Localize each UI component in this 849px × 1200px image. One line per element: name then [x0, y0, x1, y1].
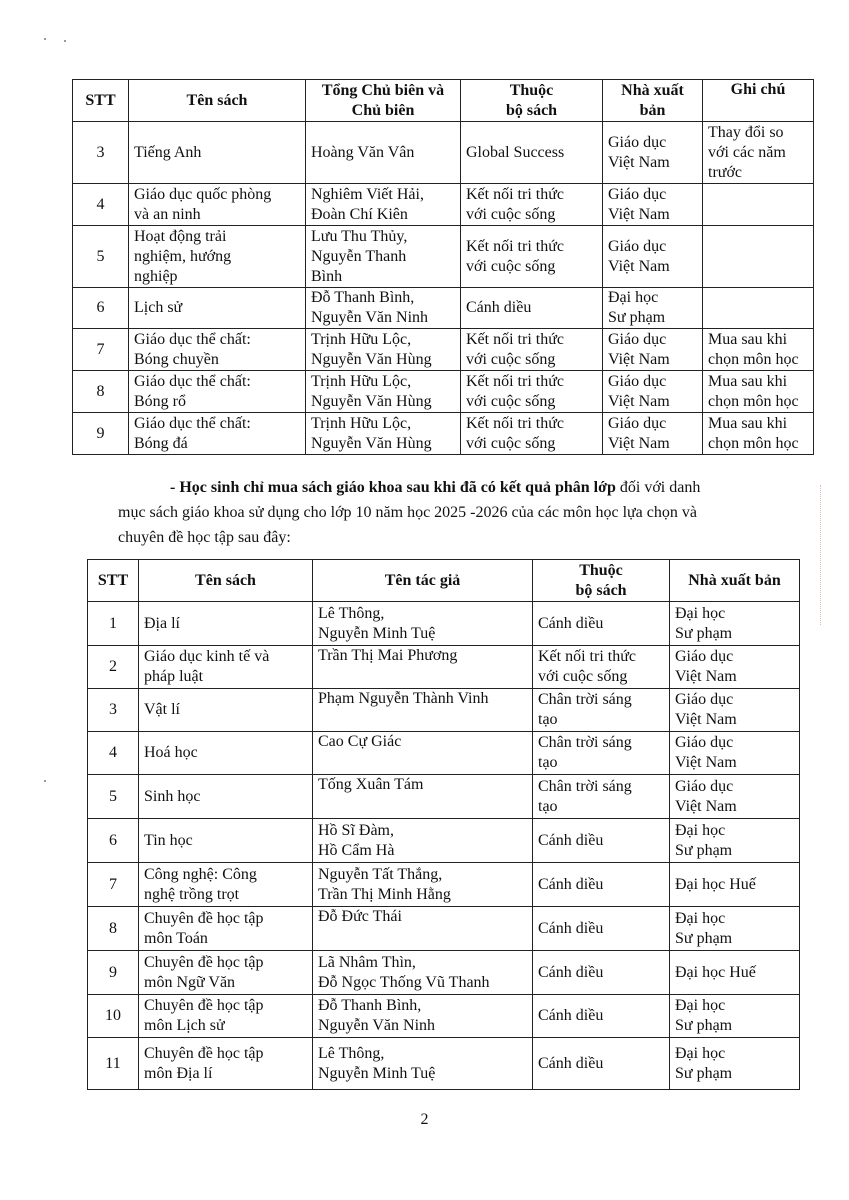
- publisher-cell: Giáo dục Việt Nam: [670, 775, 800, 819]
- table2-header-series: Thuộc bộ sách: [533, 560, 670, 602]
- table2-header-name: Tên sách: [139, 560, 313, 602]
- publisher-cell: Giáo dục Việt Nam: [603, 122, 703, 184]
- note-cell: Mua sau khi chọn môn học: [703, 371, 814, 413]
- publisher-cell: Đại học Huế: [670, 951, 800, 995]
- series-cell: Cánh diều: [533, 995, 670, 1038]
- book-name-cell: Hoạt động trải nghiệm, hướng nghiệp: [129, 226, 306, 288]
- stt-cell: 9: [88, 951, 139, 995]
- note-cell: [703, 226, 814, 288]
- table-row: [88, 995, 800, 1038]
- note-cell: Mua sau khi chọn môn học: [703, 413, 814, 455]
- instruction-line-2: mục sách giáo khoa sử dụng cho lớp 10 năm học 2025 -2026 của các môn học lựa chọn và: [118, 504, 697, 521]
- table-row: [73, 413, 814, 455]
- table1-header-note: Ghi chú: [703, 80, 814, 122]
- authors-cell: Trần Thị Mai Phương: [313, 646, 533, 689]
- series-cell: Kết nối tri thức với cuộc sống: [461, 413, 603, 455]
- table1-header-name: Tên sách: [129, 80, 306, 122]
- margin-stamp-fragment: [820, 485, 835, 625]
- note-cell: Mua sau khi chọn môn học: [703, 329, 814, 371]
- authors-cell: Lê Thông, Nguyễn Minh Tuệ: [313, 602, 533, 646]
- publisher-cell: Đại học Sư phạm: [670, 602, 800, 646]
- note-cell: [703, 288, 814, 329]
- publisher-cell: Giáo dục Việt Nam: [603, 184, 703, 226]
- authors-cell: Trịnh Hữu Lộc, Nguyễn Văn Hùng: [306, 413, 461, 455]
- publisher-cell: Đại học Sư phạm: [670, 819, 800, 863]
- publisher-cell: Đại học Sư phạm: [670, 1038, 800, 1090]
- series-cell: Cánh diều: [461, 288, 603, 329]
- book-name-cell: Giáo dục kinh tế và pháp luật: [139, 646, 313, 689]
- publisher-cell: Giáo dục Việt Nam: [603, 413, 703, 455]
- table-row: [73, 329, 814, 371]
- series-cell: Cánh diều: [533, 951, 670, 995]
- instruction-bold: - Học sinh chỉ mua sách giáo khoa sau khi đã có kết quả phân lớp: [170, 479, 616, 496]
- series-cell: Cánh diều: [533, 602, 670, 646]
- book-name-cell: Giáo dục quốc phòng và an ninh: [129, 184, 306, 226]
- instruction-line-1: [170, 479, 820, 497]
- series-cell: Cánh diều: [533, 863, 670, 907]
- stt-cell: 1: [88, 602, 139, 646]
- table1-header-series: Thuộc bộ sách: [461, 80, 603, 122]
- publisher-cell: Đại học Huế: [670, 863, 800, 907]
- series-cell: Kết nối tri thức với cuộc sống: [533, 646, 670, 689]
- authors-cell: Trịnh Hữu Lộc, Nguyễn Văn Hùng: [306, 329, 461, 371]
- authors-cell: Lã Nhâm Thìn, Đỗ Ngọc Thống Vũ Thanh: [313, 951, 533, 995]
- book-name-cell: Tin học: [139, 819, 313, 863]
- table-row: [88, 775, 800, 819]
- authors-cell: Đỗ Đức Thái: [313, 907, 533, 951]
- series-cell: Kết nối tri thức với cuộc sống: [461, 329, 603, 371]
- publisher-cell: Đại học Sư phạm: [670, 995, 800, 1038]
- stt-cell: 8: [88, 907, 139, 951]
- stt-cell: 8: [73, 371, 129, 413]
- series-cell: Cánh diều: [533, 1038, 670, 1090]
- series-cell: Kết nối tri thức với cuộc sống: [461, 371, 603, 413]
- series-cell: Cánh diều: [533, 907, 670, 951]
- authors-cell: Tống Xuân Tám: [313, 775, 533, 819]
- stt-cell: 4: [88, 732, 139, 775]
- publisher-cell: Đại học Sư phạm: [670, 907, 800, 951]
- book-name-cell: Giáo dục thể chất: Bóng đá: [129, 413, 306, 455]
- book-name-cell: Lịch sử: [129, 288, 306, 329]
- authors-cell: Đỗ Thanh Bình, Nguyễn Văn Ninh: [306, 288, 461, 329]
- table-row: [88, 907, 800, 951]
- book-name-cell: Vật lí: [139, 689, 313, 732]
- table-row: [88, 602, 800, 646]
- book-name-cell: Tiếng Anh: [129, 122, 306, 184]
- table-row: [88, 732, 800, 775]
- series-cell: Kết nối tri thức với cuộc sống: [461, 184, 603, 226]
- stt-cell: 5: [73, 226, 129, 288]
- table-row: [88, 1038, 800, 1090]
- scan-speck: [44, 780, 46, 782]
- authors-cell: Nghiêm Viết Hải, Đoàn Chí Kiên: [306, 184, 461, 226]
- book-name-cell: Chuyên đề học tập môn Toán: [139, 907, 313, 951]
- book-name-cell: Chuyên đề học tập môn Địa lí: [139, 1038, 313, 1090]
- book-name-cell: Sinh học: [139, 775, 313, 819]
- publisher-cell: Giáo dục Việt Nam: [670, 689, 800, 732]
- publisher-cell: Đại học Sư phạm: [603, 288, 703, 329]
- table2-header-row: [88, 560, 800, 602]
- page-number: 2: [420, 1111, 429, 1128]
- textbook-table-2: [87, 559, 800, 1090]
- table-row: [73, 371, 814, 413]
- publisher-cell: Giáo dục Việt Nam: [603, 329, 703, 371]
- stt-cell: 5: [88, 775, 139, 819]
- publisher-cell: Giáo dục Việt Nam: [670, 646, 800, 689]
- series-cell: Cánh diều: [533, 819, 670, 863]
- series-cell: Kết nối tri thức với cuộc sống: [461, 226, 603, 288]
- table1-header-publisher: Nhà xuất bản: [603, 80, 703, 122]
- note-cell: Thay đổi so với các năm trước: [703, 122, 814, 184]
- book-name-cell: Hoá học: [139, 732, 313, 775]
- stt-cell: 2: [88, 646, 139, 689]
- stt-cell: 6: [88, 819, 139, 863]
- authors-cell: Cao Cự Giác: [313, 732, 533, 775]
- authors-cell: Lê Thông, Nguyễn Minh Tuệ: [313, 1038, 533, 1090]
- table2-header-publisher: Nhà xuất bản: [670, 560, 800, 602]
- stt-cell: 10: [88, 995, 139, 1038]
- table-row: [88, 863, 800, 907]
- table1-header-row: [73, 80, 814, 122]
- table2-header-stt: STT: [88, 560, 139, 602]
- publisher-cell: Giáo dục Việt Nam: [603, 371, 703, 413]
- stt-cell: 7: [73, 329, 129, 371]
- book-name-cell: Giáo dục thể chất: Bóng chuyền: [129, 329, 306, 371]
- table-row: [73, 122, 814, 184]
- book-name-cell: Chuyên đề học tập môn Lịch sử: [139, 995, 313, 1038]
- series-cell: Chân trời sáng tạo: [533, 689, 670, 732]
- table-row: [88, 819, 800, 863]
- stt-cell: 4: [73, 184, 129, 226]
- authors-cell: Hồ Sĩ Đàm, Hồ Cẩm Hà: [313, 819, 533, 863]
- series-cell: Chân trời sáng tạo: [533, 775, 670, 819]
- stt-cell: 11: [88, 1038, 139, 1090]
- table-row: [88, 951, 800, 995]
- publisher-cell: Giáo dục Việt Nam: [670, 732, 800, 775]
- stt-cell: 3: [88, 689, 139, 732]
- authors-cell: Hoàng Văn Vân: [306, 122, 461, 184]
- table1-header-authors: Tổng Chủ biên và Chủ biên: [306, 80, 461, 122]
- series-cell: Chân trời sáng tạo: [533, 732, 670, 775]
- textbook-table-1: [72, 79, 814, 455]
- table-row: [73, 226, 814, 288]
- table-row: [73, 184, 814, 226]
- stt-cell: 3: [73, 122, 129, 184]
- authors-cell: Đỗ Thanh Bình, Nguyễn Văn Ninh: [313, 995, 533, 1038]
- book-name-cell: Địa lí: [139, 602, 313, 646]
- book-name-cell: Chuyên đề học tập môn Ngữ Văn: [139, 951, 313, 995]
- stt-cell: 6: [73, 288, 129, 329]
- authors-cell: Lưu Thu Thủy, Nguyễn Thanh Bình: [306, 226, 461, 288]
- authors-cell: Trịnh Hữu Lộc, Nguyễn Văn Hùng: [306, 371, 461, 413]
- book-name-cell: Giáo dục thể chất: Bóng rổ: [129, 371, 306, 413]
- instruction-line-3: chuyên đề học tập sau đây:: [118, 529, 291, 546]
- book-name-cell: Công nghệ: Công nghệ trồng trọt: [139, 863, 313, 907]
- authors-cell: Nguyễn Tất Thắng, Trần Thị Minh Hằng: [313, 863, 533, 907]
- table-row: [88, 646, 800, 689]
- instruction-rest: đối với danh: [615, 479, 701, 496]
- table-row: [88, 689, 800, 732]
- scan-speck: [64, 40, 66, 42]
- scan-speck: [44, 38, 46, 40]
- authors-cell: Phạm Nguyễn Thành Vinh: [313, 689, 533, 732]
- stt-cell: 9: [73, 413, 129, 455]
- series-cell: Global Success: [461, 122, 603, 184]
- table-row: [73, 288, 814, 329]
- table2-header-authors: Tên tác giả: [313, 560, 533, 602]
- note-cell: [703, 184, 814, 226]
- stt-cell: 7: [88, 863, 139, 907]
- table1-header-stt: STT: [73, 80, 129, 122]
- publisher-cell: Giáo dục Việt Nam: [603, 226, 703, 288]
